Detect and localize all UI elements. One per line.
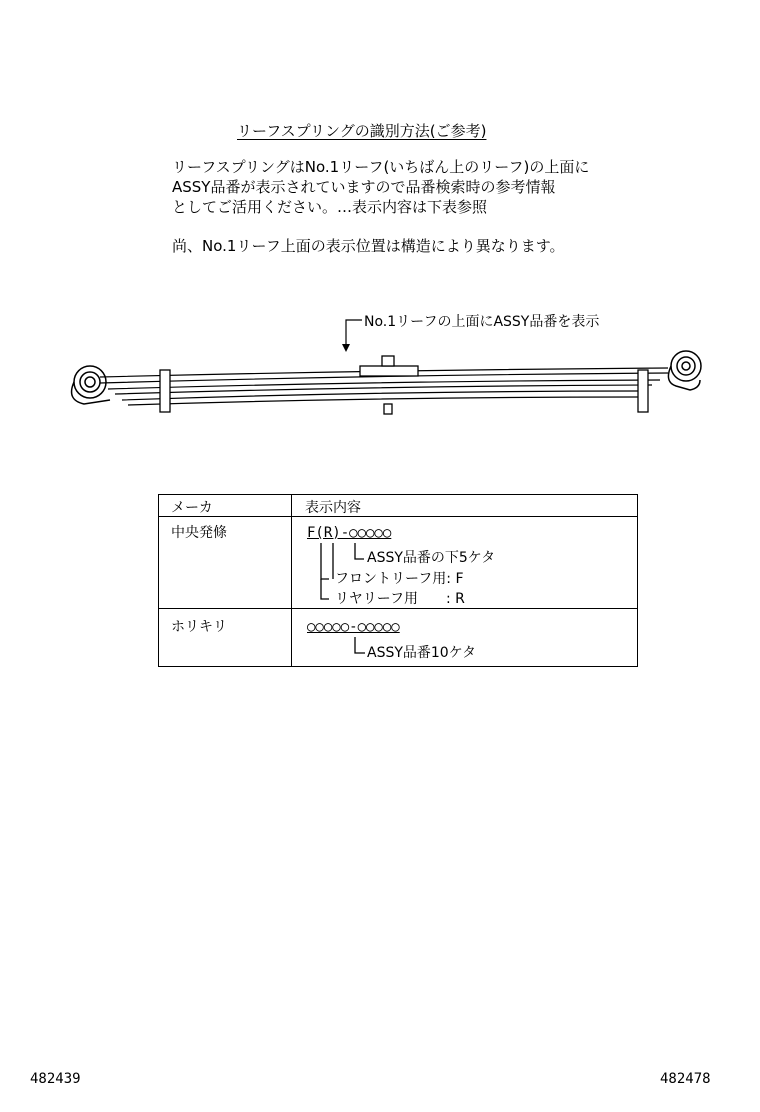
- row2-maker: ホリキリ: [171, 619, 227, 635]
- row2-note-assy: ASSY品番10ケタ: [367, 645, 477, 661]
- row1-note-front: フロントリーフ用: F: [335, 571, 464, 587]
- description-line-1: リーフスプリングはNo.1リーフ(いちばん上のリーフ)の上面に: [172, 158, 590, 176]
- row1-code: F(R)-○○○○○: [307, 525, 392, 541]
- description-line-2: ASSY品番が表示されていますので品番検索時の参考情報: [172, 178, 556, 196]
- diagram-callout-label: No.1リーフの上面にASSY品番を表示: [364, 314, 600, 330]
- row2-code: ○○○○○-○○○○○: [307, 619, 400, 635]
- row1-note-assy: ASSY品番の下5ケタ: [367, 550, 496, 566]
- footer-right-code: 482478: [660, 1071, 711, 1087]
- footer-left-code: 482439: [30, 1071, 81, 1087]
- note-text: 尚、No.1リーフ上面の表示位置は構造により異なります。: [172, 237, 565, 255]
- header-content: 表示内容: [305, 500, 361, 516]
- identification-table: [158, 494, 638, 667]
- description-line-3: としてご活用ください。…表示内容は下表参照: [172, 198, 488, 216]
- header-maker: メーカ: [171, 500, 213, 516]
- row1-note-rear: リヤリーフ用 : R: [335, 591, 465, 607]
- row1-maker: 中央発條: [171, 525, 227, 541]
- page-title: リーフスプリングの識別方法(ご参考): [237, 122, 487, 140]
